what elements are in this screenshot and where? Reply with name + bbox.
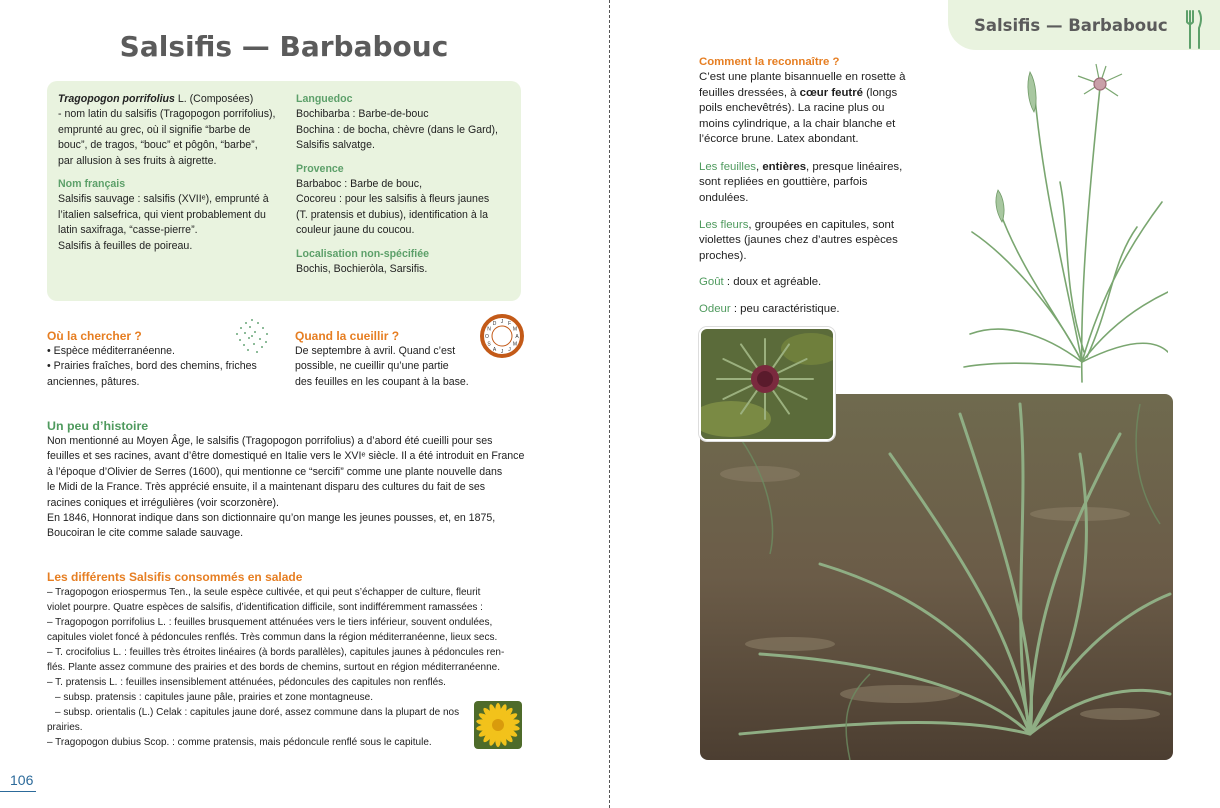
regional-names-column: Languedoc Bochibarba : Barbe-de-bouc Bochina : de bocha, chèvre (dans le Gard), Salsifis salvatge. Provence Barbaboc : Barbe de bouc, Cocoreu : pour les salsifis à fleurs jaunes (T. pratensis et dubius), identification à la couleur jaune du coucou. Localisation non-spécifiée Bochis, Bochieròla, Sarsifis. [296, 92, 518, 277]
page-divider [609, 0, 610, 808]
header-tab [948, 0, 1220, 50]
calendar-month-letter: J [508, 346, 511, 353]
plant-illustration [962, 62, 1168, 384]
calendar-month-letter: A [515, 333, 519, 340]
calendar-month-letter: M [512, 326, 518, 333]
calendar-month-letter: J [500, 348, 504, 355]
feuilles-paragraph: Les feuilles, entières, presque linéaires, sont repliées en gouttière, parfois ondulées. [699, 161, 903, 204]
page-number-underline [0, 791, 36, 792]
gout-paragraph: Goût : doux et agréable. [699, 276, 822, 288]
odeur-paragraph: Odeur : peu caractéristique. [699, 303, 840, 315]
languedoc-heading: Languedoc [296, 93, 353, 105]
reconnaitre-section: Comment la reconnaître ? C’est une plante bisannuelle en rosette à feuilles dressées, à cœur feutré (longs poils enchevêtrés). La racine plus ou moins cylindrique, a la chair blanche et l’écorce brune. Latex abondant. [699, 56, 906, 146]
page-title: Salsifis — Barbabouc [119, 30, 449, 63]
latin-name-column: Tragopogon porrifolius L. (Composées) - nom latin du salsifis (Tragopogon porrifolius), emprunté au grec, où il signifie “barbe de bouc”, de tragos, “bouc” et pôgôn, “barbe”, par allusion à ses fruits à aigrette. Nom français Salsifis sauvage : salsifis (XVIIᵉ), emprunté à l’italien salsefrica, qui vient probablement du latin saxifraga, “casse-pierre”. Salsifis à feuilles de poireau. [58, 92, 288, 254]
yellow-flower-thumbnail [474, 701, 522, 749]
ou-chercher-section: Où la chercher ? • Espèce méditerranéenne. • Prairies fraîches, bord des chemins, friches anciennes, pâtures. [47, 329, 257, 388]
page-number: 106 [10, 772, 34, 788]
calendar-month-letter: J [500, 318, 504, 325]
localisation-heading: Localisation non-spécifiée [296, 247, 430, 260]
dots-map-icon [232, 316, 272, 356]
right-page [612, 0, 1220, 808]
histoire-section: Un peu d’histoire Non mentionné au Moyen Âge, le salsifis (Tragopogon porrifolius) a d’abord été cueilli pour ses feuilles et ses racines, avant d’être domestiqué en Italie vers le XVIᵉ siècle. Il a été introduit en France à l’époque d’Olivier de Serres (1600), qui mentionne ce “sercifi” comme une plante nouvelle dans le Midi de la France. Très apprécié ensuite, il a maintenant disparu des cultures du fait de ses racines coniques et irrégulières (voir scorzonère). En 1846, Honnorat indique dans son dictionnaire qu’on mange les jeunes pousses, et, en 1875, Boucoiran le cite comme salade sauvage. [47, 419, 525, 540]
flower-head-photo [699, 327, 835, 441]
calendar-month-letter: D [492, 320, 497, 327]
calendar-month-letter: M [512, 341, 518, 348]
header-title: Salsifis — Barbabouc [974, 16, 1168, 35]
provence-heading: Provence [296, 162, 344, 175]
calendar-month-letter: S [487, 341, 491, 348]
left-page [0, 0, 609, 808]
calendar-month-letter: F [507, 320, 512, 327]
calendar-month-letter: O [485, 333, 489, 340]
nom-francais-heading: Nom français [58, 178, 126, 191]
names-box [47, 81, 521, 301]
differents-section: Les différents Salsifis consommés en salade – Tragopogon eriospermus Ten., la seule espèce cultivée, et qui peut s’échapper de culture, fleurit violet pourpre. Quatre espèces de salsifis, d’identification difficile, sont indifféremment ramassées : – Tragopogon porrifolius L. : feuilles brusquement atténuées vers le tiers inférieur, souvent ondulées, capitules violet foncé à pédoncules renflés. Très commun dans la région méditerranéenne, lieux secs. – T. crocifolius L. : feuilles très étroites linéaires (à bords parallèles), capitules jaunes à pédoncules ren- flés. Plante assez commune des prairies et des bords de chemins, surtout en région méditerranéenne. – T. pratensis L. : feuilles insensiblement atténuées, pédoncules des capitules non renflés. – subsp. pratensis : capitules jaune pâle, prairies et zone montagneuse. – subsp. orientalis (L.) Celak : capitules jaune doré, assez commune dans la plupart de nos prairies. – Tragopogon dubius Scop. : comme pratensis, mais pédoncule renflé sous le capitule. [47, 570, 505, 748]
calendar-month-letter: N [487, 326, 491, 333]
fleurs-paragraph: Les fleurs, groupées en capitules, sont violettes (jaunes chez d’autres espèces proches). [699, 219, 898, 262]
quand-cueillir-section: Quand la cueillir ? De septembre à avril. Quand c’est possible, ne cueillir qu’une partie des feuilles en les coupant à la base. [295, 329, 469, 388]
plant-photo [700, 394, 1173, 760]
calendar-month-letter: A [492, 346, 497, 353]
fork-knife-icon [1184, 8, 1204, 50]
calendar-wheel-icon [480, 314, 524, 358]
